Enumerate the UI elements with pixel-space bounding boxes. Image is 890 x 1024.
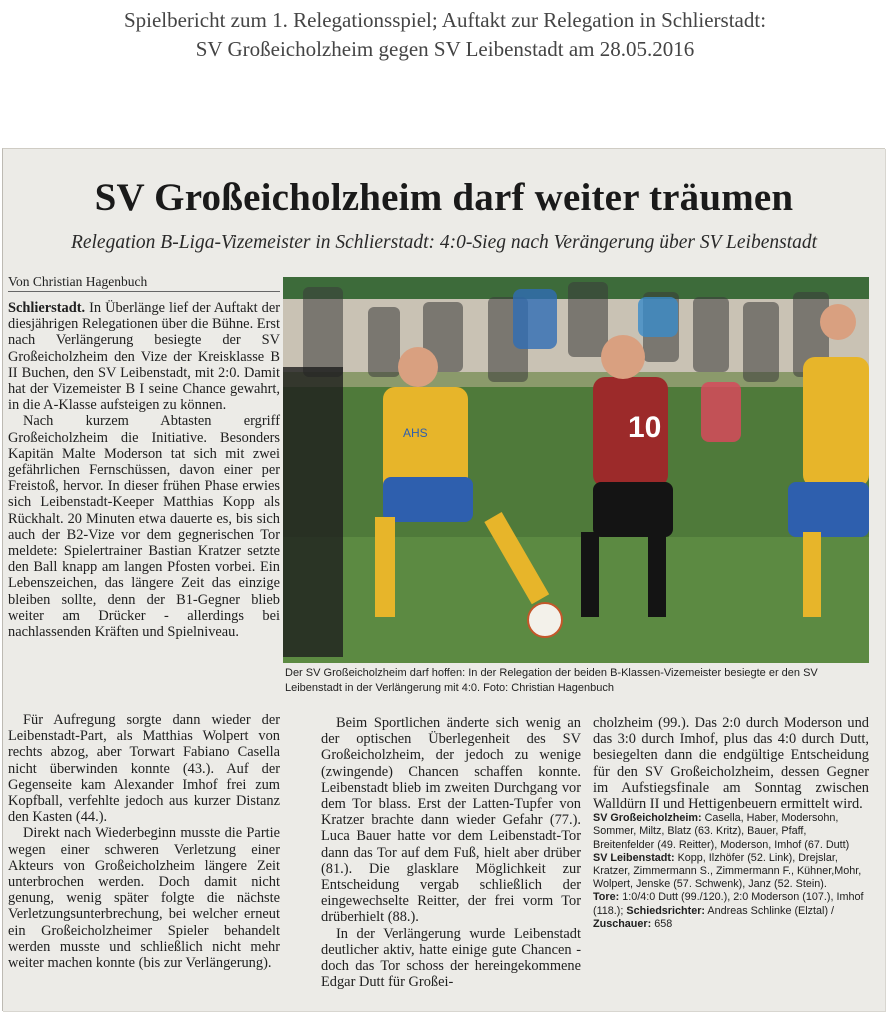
header-line-2: SV Großeicholzheim gegen SV Leibenstadt am 28.05.2016 [195, 37, 695, 61]
column-2 [321, 715, 581, 990]
photo-caption: Der SV Großeicholzheim darf hoffen: In der Relegation der beiden B-Klassen-Vizemeister besiegte er den SV Leibenstadt in der Verlängerung mit 4:0. Foto: Christian Hagenbuch [285, 667, 818, 694]
goals-text: 1:0/4:0 Dutt (99./120.), 2:0 Moderson (107.), Imhof (118.); [593, 891, 864, 917]
byline: Von Christian Hagenbuch [8, 274, 148, 289]
headline: SV Großeicholzheim darf weiter träumen [94, 176, 794, 219]
newspaper-clipping [2, 148, 885, 1011]
referee-text: Andreas Schlinke (Elztal) / [707, 904, 835, 917]
match-facts [593, 891, 869, 931]
svg-text:10: 10 [628, 411, 662, 444]
subheadline: Relegation B-Liga-Vizemeister in Schlierstadt: 4:0-Sieg nach Verängerung über SV Leibenstadt [70, 232, 818, 253]
lineup-away-label: SV Leibenstadt: [593, 851, 675, 864]
column-1-bottom [8, 712, 280, 971]
dateline: Schlierstadt. [8, 300, 86, 316]
match-photo-image [283, 277, 869, 663]
paragraph: cholzheim (99.). Das 2:0 durch Moderson und das 3:0 durch Imhof, plus das 4:0 durch Dutt, besiegelten dann die endgültige Entscheidung für den SV Großeicholzheim, dessen Gegner im Aufstiegsfinale am Sonntag zwischen Walldürn II und Hettigenbeuern ermittelt wird. [593, 715, 869, 813]
lineup-home [593, 812, 869, 852]
paragraph-text: In Überlänge lief der Auftakt der diesjährigen Relegationen über die Bühne. Erst nach Verlängerung besiegte der SV Großeicholzheim den Vize der Kreisklasse B II Buchen, den SV Leibenstadt, mit 2:0. Damit hat der Vizemeister B I seine Chance gewahrt, in die A-Klasse aufsteigen zu können. [8, 300, 280, 414]
paragraph: Beim Sportlichen änderte sich wenig an der optischen Überlegenheit des SV Großeicholzheim, der jedoch zu wenige (zwingende) Chancen schaffen konnte. Leibenstadt blieb im zweiten Durchgang vor dem Tor blass. Erst der Latten-Tupfer von Kratzer brachte dann wieder Gefahr (77.). Luca Bauer hatte vor dem Leibenstadt-Tor dann das Tor auf dem Fuß, hielt aber drüber (81.). Die glasklare Möglichkeit zur Entscheidung vergab schließlich der eingewechselte Reitter, der frei vorm Tor drüberhielt (88.). [321, 715, 581, 926]
header-line-1: Spielbericht zum 1. Relegationsspiel; Auftakt zur Relegation in Schlierstadt: [123, 8, 767, 32]
svg-text:AHS: AHS [403, 426, 428, 440]
paragraph [8, 300, 280, 413]
match-photo [283, 277, 869, 663]
lineup-home-text: Casella, Haber, Modersohn, Sommer, Miltz, Blatz (63. Kritz), Bauer, Pfaff, Breitenfelder (49. Reitter), Moderson, Imhof (67. Dutt) [593, 812, 850, 851]
lineup-away [593, 852, 869, 892]
spectators-label: Zuschauer: [593, 917, 652, 930]
lineup-home-label: SV Großeicholzheim: [593, 812, 702, 825]
lineup-away-text: Kopp, Ilzhöfer (52. Link), Drejslar, Kratzer, Zimmermann S., Zimmermann F., Kühner,Mohr, Wolpert, Jenske (57. Schwenk), Janz (52. Stein). [593, 851, 862, 891]
goals-label: Tore: [593, 891, 620, 904]
referee-label: Schiedsrichter: [626, 904, 706, 917]
paragraph: In der Verlängerung wurde Leibenstadt deutlicher aktiv, hatte einige gute Chancen - doch das Tor schoss der hereingekommene Edgar Dutt für Großei- [321, 925, 581, 991]
column-1-top [8, 300, 280, 640]
paragraph: Direkt nach Wiederbeginn musste die Partie wegen einer schweren Verletzung einer Akteurs von Großeicholzheim längere Zeit unterbrochen werden. Doch damit nicht genung, wenig später folgte die nächste Verletzungsunterbrechung, bei welcher erneut ein Großeicholzheimer Spieler behandelt werden musste und schließlich nicht mehr weiter machen konnte (bis zur Verlängerung). [8, 825, 280, 972]
header [0, 6, 890, 64]
spectators-text: 658 [654, 917, 673, 930]
paragraph: Nach kurzem Abtasten ergriff Großeicholzheim die Initiative. Besonders Kapitän Malte Moderson tat sich mit zwei gefährlichen Fernschüssen, davon einer per Freistoß, hervor. In dieser frühen Phase erwies sich Leibenstadt-Keeper Matthias Kopp als Rückhalt. 20 Minuten etwa dauerte es, bis sich auch der B2-Vize vor dem gegnerischen Tor meldete: Spielertrainer Bastian Kratzer setzte den Ball knapp am langen Pfosten vorbei. Ein Lebenszeichen, das längere Zeit das einzige bleiben sollte, denn der B1-Gegner blieb weiter am Drücker - allerdings bei nachlassenden Kräften und Spielniveau. [8, 413, 280, 641]
paragraph: Für Aufregung sorgte dann wieder der Leibenstadt-Part, als Matthias Wolpert von rechts abzog, aber Torwart Fabiano Casella nicht überwinden konnte (43.). Auf der Gegenseite kam Alexander Imhof frei zum Kopfball, verfehlte jedoch aus kurzer Distanz den Kasten (44.). [8, 712, 280, 826]
byline-rule [8, 291, 280, 292]
column-3 [593, 715, 869, 931]
